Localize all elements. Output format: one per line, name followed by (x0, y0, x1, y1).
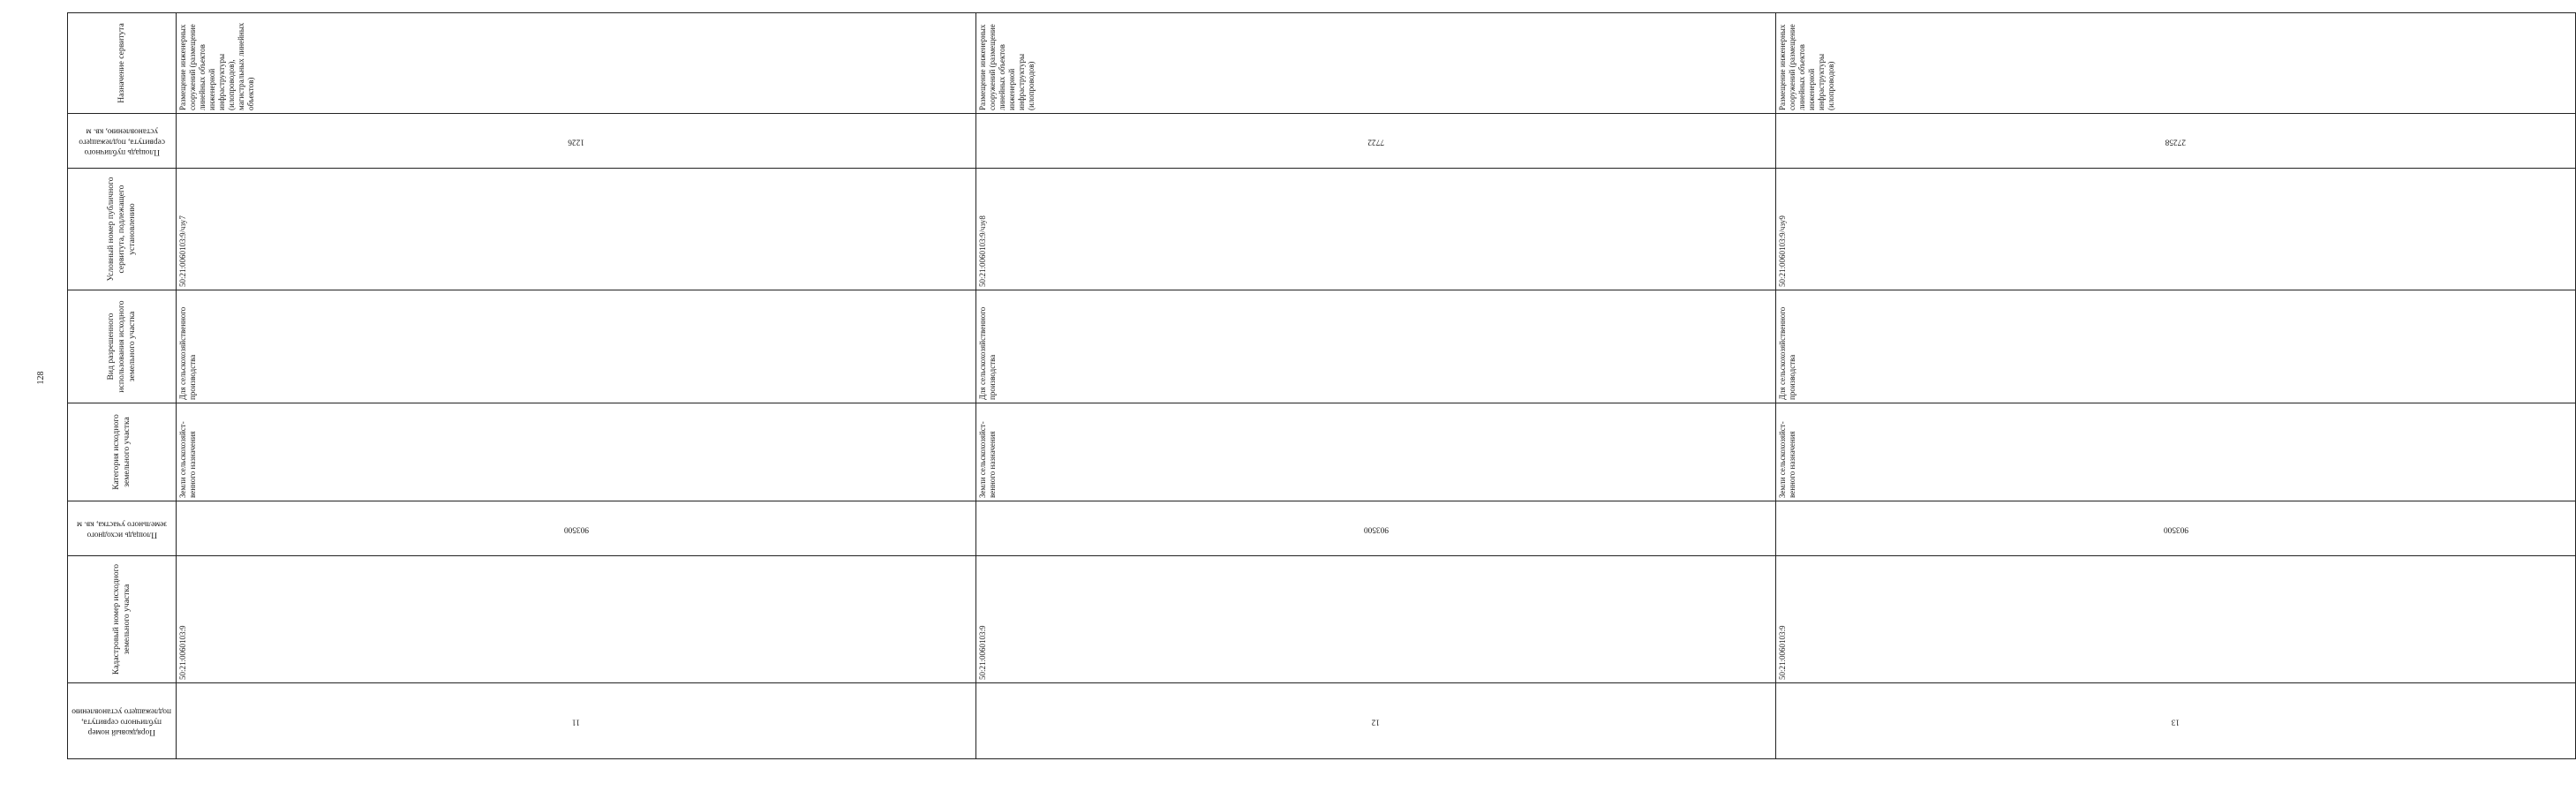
cell-purpose: Размещение инженерных сооружений (размещение линейных объектов инженерной инфраструктуры (илопроводов) (976, 13, 1776, 114)
cell-order-number: 11 (177, 683, 976, 759)
cell-source-area: 903500 (177, 501, 976, 556)
table-row (177, 13, 976, 759)
cell-permitted-use: Для сельскохозяйственного производства (976, 290, 1776, 403)
cell-source-area: 903500 (1776, 501, 2576, 556)
cell-servitude-number: 50:21:0060103:9/чзу7 (177, 169, 976, 290)
cell-cadastral-number: 50:21:0060103:9 (976, 556, 1776, 683)
header-source-area: Площадь исходного земельного участка, кв. м (68, 501, 177, 556)
cell-servitude-area: 27258 (1776, 114, 2576, 169)
cell-cadastral-number: 50:21:0060103:9 (177, 556, 976, 683)
cell-purpose: Размещение инженерных сооружений (размещение линейных объектов инженерной инфраструктуры (илопроводов), магистральных линейных объектов) (177, 13, 976, 114)
cell-source-area: 903500 (976, 501, 1776, 556)
header-purpose: Назначение сервитута (68, 13, 177, 114)
table-header-row (68, 13, 177, 759)
header-permitted-use: Вид разрешенного использования исходного земельного участка (68, 290, 177, 403)
header-order-number: Порядковый номер публичного сервитута, подлежащего установлению (68, 683, 177, 759)
cell-order-number: 13 (1776, 683, 2576, 759)
cell-servitude-area: 7722 (976, 114, 1776, 169)
header-land-category: Категория исходного земельного участка (68, 403, 177, 501)
cell-servitude-number: 50:21:0060103:9/чзу9 (1776, 169, 2576, 290)
cell-land-category: Земли сельскохозяйст-венного назначения (976, 403, 1776, 501)
cell-order-number: 12 (976, 683, 1776, 759)
table-row (976, 13, 1776, 759)
cell-permitted-use: Для сельскохозяйственного производства (1776, 290, 2576, 403)
header-cadastral-number: Кадастровый номер исходного земельного участка (68, 556, 177, 683)
cell-cadastral-number: 50:21:0060103:9 (1776, 556, 2576, 683)
cell-land-category: Земли сельскохозяйст-венного назначения (177, 403, 976, 501)
rotated-page (67, 13, 2188, 759)
cell-purpose: Размещение инженерных сооружений (размещение линейных объектов инженерной инфраструктуры (илопроводов) (1776, 13, 2576, 114)
cell-servitude-number: 50:21:0060103:9/чзу8 (976, 169, 1776, 290)
header-servitude-area: Площадь публичного сервитута, подлежащего установлению, кв. м (68, 114, 177, 169)
table-row (1776, 13, 2576, 759)
cell-permitted-use: Для сельскохозяйственного производства (177, 290, 976, 403)
servitude-table (67, 12, 2576, 759)
page-number: 128 (36, 371, 46, 385)
header-servitude-number: Условный номер публичного сервитута, подлежащего установлению (68, 169, 177, 290)
cell-land-category: Земли сельскохозяйст-венного назначения (1776, 403, 2576, 501)
cell-servitude-area: 1226 (177, 114, 976, 169)
